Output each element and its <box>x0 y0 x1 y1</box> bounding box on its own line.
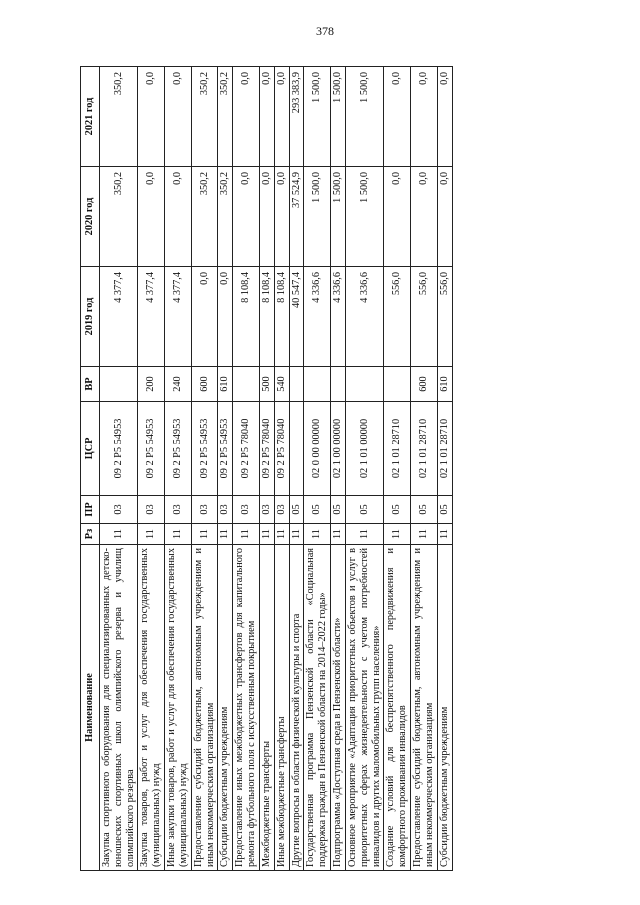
row-rz: 11 <box>100 524 138 545</box>
row-2019: 556,0 <box>411 267 438 367</box>
table-row <box>191 67 218 871</box>
row-vr <box>304 367 331 402</box>
page-number: 378 <box>316 24 334 38</box>
header-row <box>81 67 100 871</box>
row-name: Предоставление иных межбюджетных трансфертов для капитального ремонта футбольного поля с искусственным покрытием <box>233 545 260 871</box>
row-2020: 350,2 <box>100 167 138 267</box>
row-2020: 0,0 <box>259 167 274 267</box>
row-2019: 8 108,4 <box>259 267 274 367</box>
row-pr: 03 <box>138 496 165 524</box>
table-row <box>165 67 192 871</box>
row-2020: 1 500,0 <box>304 167 331 267</box>
row-vr: 200 <box>138 367 165 402</box>
row-name: Закупка товаров, работ и услуг для обеспечения государственных (муниципальных) нужд <box>138 545 165 871</box>
row-csr: 09 2 P5 54953 <box>138 402 165 496</box>
row-2020: 37 524,9 <box>289 167 304 267</box>
row-pr: 05 <box>437 496 452 524</box>
row-2021: 0,0 <box>384 67 411 167</box>
row-name: Субсидии бюджетным учреждениям <box>218 545 233 871</box>
row-2021: 350,2 <box>100 67 138 167</box>
row-name: Другие вопросы в области физической культуры и спорта <box>289 545 304 871</box>
header-csr: ЦСР <box>81 402 100 496</box>
table-row <box>274 67 289 871</box>
row-csr: 09 2 P5 78040 <box>259 402 274 496</box>
table-row <box>345 67 383 871</box>
row-csr: 09 2 P5 54953 <box>100 402 138 496</box>
row-2020: 0,0 <box>411 167 438 267</box>
header-pr: ПР <box>81 496 100 524</box>
row-2021: 0,0 <box>411 67 438 167</box>
row-pr: 03 <box>100 496 138 524</box>
header-name: Наименование <box>81 545 100 871</box>
row-2020: 0,0 <box>233 167 260 267</box>
row-2019: 40 547,4 <box>289 267 304 367</box>
row-vr <box>289 367 304 402</box>
row-2019: 556,0 <box>384 267 411 367</box>
row-rz: 11 <box>233 524 260 545</box>
row-name: Создание условий для беспрепятственного передвижения и комфортного проживания инвалидов <box>384 545 411 871</box>
row-csr: 09 2 P5 78040 <box>274 402 289 496</box>
row-2021: 350,2 <box>218 67 233 167</box>
row-2020: 1 500,0 <box>345 167 383 267</box>
row-vr: 600 <box>191 367 218 402</box>
header-vr: ВР <box>81 367 100 402</box>
row-rz: 11 <box>165 524 192 545</box>
row-csr <box>289 402 304 496</box>
row-csr: 02 1 01 00000 <box>345 402 383 496</box>
row-2020: 0,0 <box>437 167 452 267</box>
row-name: Иные закупки товаров, работ и услуг для обеспечения государственных (муниципальных) нужд <box>165 545 192 871</box>
header-2021: 2021 год <box>81 67 100 167</box>
row-csr: 09 2 P5 54953 <box>218 402 233 496</box>
row-pr: 03 <box>259 496 274 524</box>
row-csr: 09 2 P5 54953 <box>165 402 192 496</box>
row-2019: 4 377,4 <box>100 267 138 367</box>
row-vr <box>345 367 383 402</box>
row-2021: 0,0 <box>274 67 289 167</box>
row-csr: 02 1 00 00000 <box>331 402 346 496</box>
row-vr <box>384 367 411 402</box>
table-row <box>411 67 438 871</box>
header-rz: Рз <box>81 524 100 545</box>
header-2020: 2020 год <box>81 167 100 267</box>
row-rz: 11 <box>138 524 165 545</box>
row-name: Предоставление субсидий бюджетным, автономным учреждениям и иным некоммерческим организациям <box>191 545 218 871</box>
row-rz: 11 <box>218 524 233 545</box>
row-2021: 0,0 <box>165 67 192 167</box>
row-pr: 05 <box>345 496 383 524</box>
row-csr: 02 1 01 28710 <box>437 402 452 496</box>
row-pr: 03 <box>191 496 218 524</box>
row-vr: 540 <box>274 367 289 402</box>
row-2020: 1 500,0 <box>331 167 346 267</box>
row-vr: 600 <box>411 367 438 402</box>
table-row <box>304 67 331 871</box>
row-rz: 11 <box>384 524 411 545</box>
table-row <box>138 67 165 871</box>
row-csr: 02 1 01 28710 <box>411 402 438 496</box>
budget-table <box>80 66 453 871</box>
row-csr: 02 1 01 28710 <box>384 402 411 496</box>
row-name: Государственная программа Пензенской области «Социальная поддержка граждан в Пензенской области на 2014–2022 годы» <box>304 545 331 871</box>
row-2021: 293 383,9 <box>289 67 304 167</box>
row-2020: 350,2 <box>191 167 218 267</box>
row-pr: 03 <box>218 496 233 524</box>
row-vr: 610 <box>218 367 233 402</box>
row-2021: 0,0 <box>233 67 260 167</box>
header-2019: 2019 год <box>81 267 100 367</box>
row-name: Подпрограмма «Доступная среда в Пензенской области» <box>331 545 346 871</box>
row-2019: 8 108,4 <box>233 267 260 367</box>
row-rz: 11 <box>411 524 438 545</box>
row-csr: 02 0 00 00000 <box>304 402 331 496</box>
row-2019: 4 336,6 <box>331 267 346 367</box>
row-2021: 350,2 <box>191 67 218 167</box>
row-2019: 0,0 <box>191 267 218 367</box>
row-2019: 4 336,6 <box>345 267 383 367</box>
row-2019: 4 377,4 <box>165 267 192 367</box>
rotated-table-container <box>80 67 560 871</box>
row-vr: 240 <box>165 367 192 402</box>
table-row <box>233 67 260 871</box>
row-2019: 4 377,4 <box>138 267 165 367</box>
row-2020: 350,2 <box>218 167 233 267</box>
table-row <box>384 67 411 871</box>
table-row <box>331 67 346 871</box>
row-pr: 05 <box>289 496 304 524</box>
row-pr: 05 <box>304 496 331 524</box>
row-name: Закупка спортивного оборудования для специализированных детско-юношеских спортивных школ олимпийского резерва и училищ олимпийского резерва <box>100 545 138 871</box>
row-pr: 03 <box>274 496 289 524</box>
row-name: Субсидии бюджетным учреждениям <box>437 545 452 871</box>
table-row <box>437 67 452 871</box>
row-2021: 0,0 <box>138 67 165 167</box>
row-pr: 05 <box>331 496 346 524</box>
row-vr <box>331 367 346 402</box>
row-csr: 09 2 P5 54953 <box>191 402 218 496</box>
row-rz: 11 <box>331 524 346 545</box>
row-2020: 0,0 <box>138 167 165 267</box>
row-pr: 03 <box>165 496 192 524</box>
row-name: Основное мероприятие «Адаптация приоритетных объектов и услуг в приоритетных сферах жизнедеятельности с учетом потребностей инвалидов и других маломобильных групп населения» <box>345 545 383 871</box>
row-2019: 8 108,4 <box>274 267 289 367</box>
table-row <box>100 67 138 871</box>
row-rz: 11 <box>437 524 452 545</box>
row-2021: 1 500,0 <box>331 67 346 167</box>
table-row <box>259 67 274 871</box>
row-2019: 556,0 <box>437 267 452 367</box>
row-rz: 11 <box>345 524 383 545</box>
row-pr: 05 <box>411 496 438 524</box>
row-vr <box>100 367 138 402</box>
row-2020: 0,0 <box>165 167 192 267</box>
row-csr: 09 2 P5 78040 <box>233 402 260 496</box>
row-vr: 500 <box>259 367 274 402</box>
row-vr: 610 <box>437 367 452 402</box>
row-name: Предоставление субсидий бюджетным, автономным учреждениям и иным некоммерческим организациям <box>411 545 438 871</box>
row-name: Межбюджетные трансферты <box>259 545 274 871</box>
row-rz: 11 <box>259 524 274 545</box>
table-row <box>289 67 304 871</box>
row-vr <box>233 367 260 402</box>
row-2019: 0,0 <box>218 267 233 367</box>
row-pr: 03 <box>233 496 260 524</box>
row-pr: 05 <box>384 496 411 524</box>
row-2021: 1 500,0 <box>304 67 331 167</box>
table-row <box>218 67 233 871</box>
row-2019: 4 336,6 <box>304 267 331 367</box>
table-body <box>100 67 453 871</box>
row-rz: 11 <box>191 524 218 545</box>
row-2020: 0,0 <box>384 167 411 267</box>
row-rz: 11 <box>274 524 289 545</box>
row-name: Иные межбюджетные трансферты <box>274 545 289 871</box>
row-2021: 0,0 <box>437 67 452 167</box>
row-2020: 0,0 <box>274 167 289 267</box>
row-rz: 11 <box>289 524 304 545</box>
row-2021: 1 500,0 <box>345 67 383 167</box>
row-rz: 11 <box>304 524 331 545</box>
row-2021: 0,0 <box>259 67 274 167</box>
